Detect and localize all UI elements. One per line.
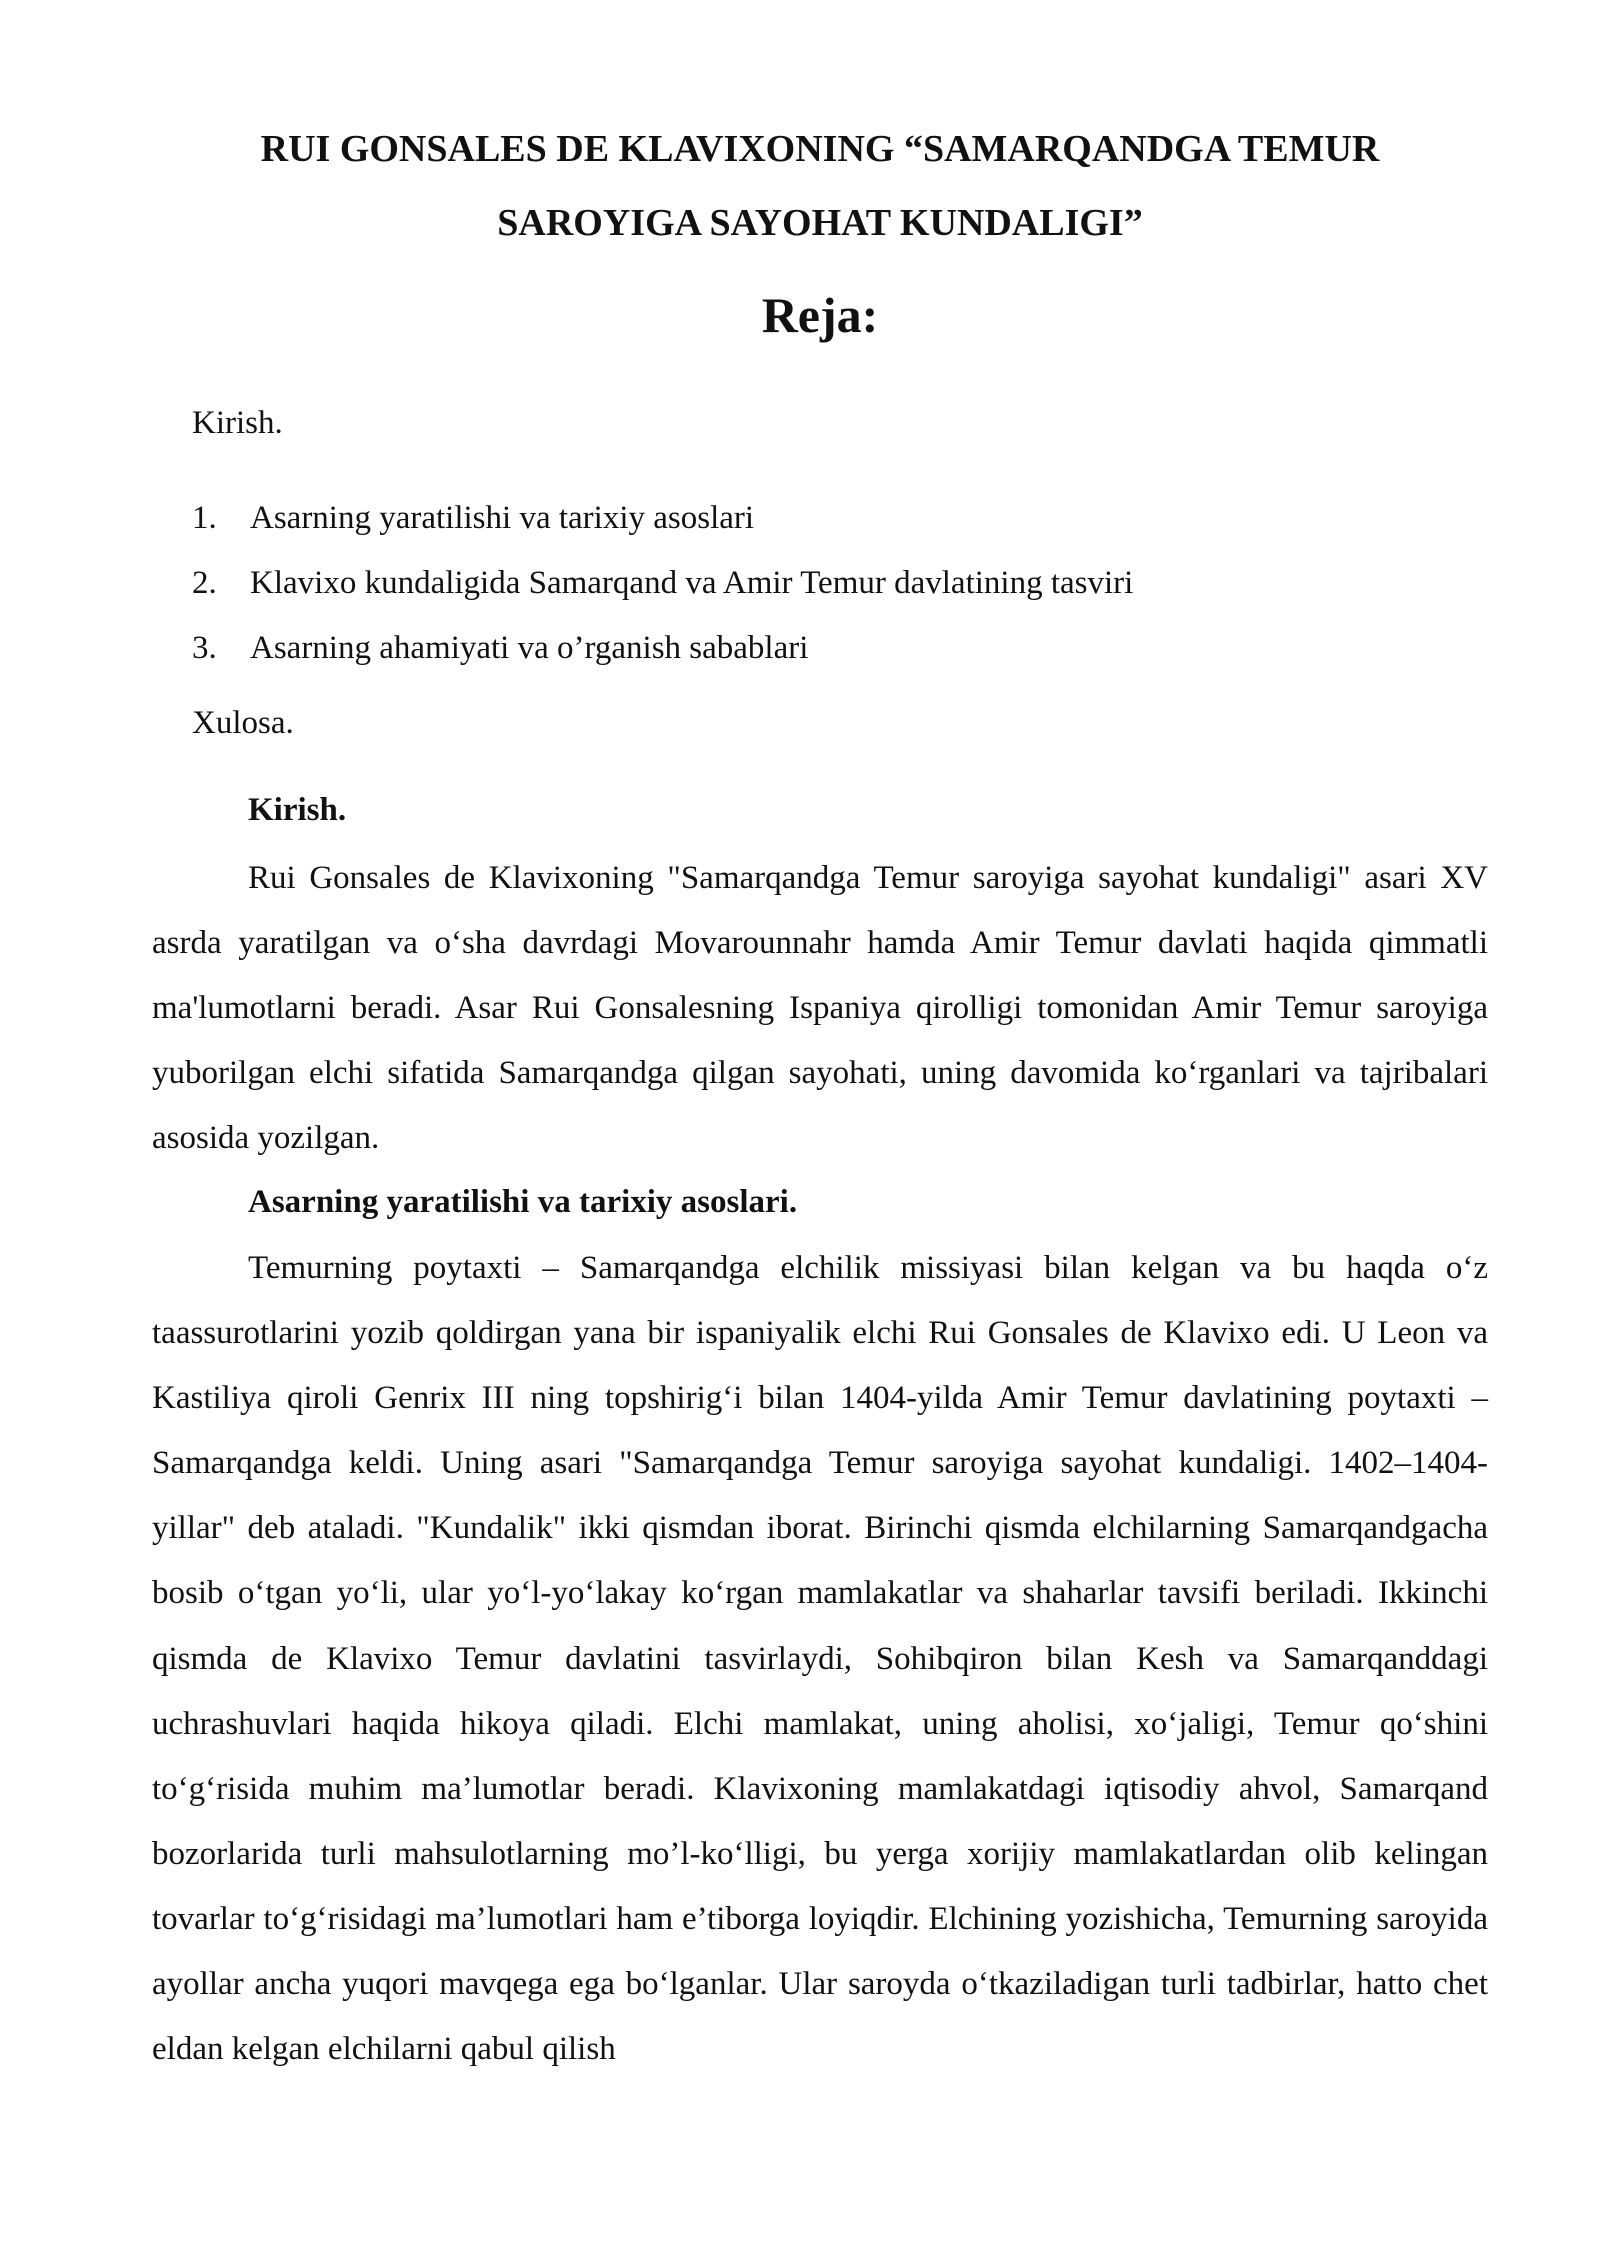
document-title-line-2: SAROYIGA SAYOHAT KUNDALIGI”	[497, 202, 1143, 244]
section-paragraph-origins: Temurning poytaxti – Samarqandga elchilik missiyasi bilan kelgan va bu haqda o‘z taassurotlarini yozib qoldirgan yana bir ispaniyalik elchi Rui Gonsales de Klavixo edi. U Leon va Kastiliya qiroli Genrix III ning topshirig‘i bilan 1404-yilda Amir Temur davlatining poytaxti – Samarqandga keldi. Uning asari "Samarqandga Temur saroyiga sayohat kundaligi. 1402–1404-yillar" deb ataladi. "Kundalik" ikki qismdan iborat. Birinchi qismda elchilarning Samarqandgacha bosib o‘tgan yo‘li, ular yo‘l-yo‘lakay ko‘rgan mamlakatlar va shaharlar tavsifi beriladi. Ikkinchi qismda de Klavixo Temur davlatini tasvirlaydi, Sohibqiron bilan Kesh va Samarqanddagi uchrashuvlari haqida hikoya qiladi. Elchi mamlakat, uning aholisi, xo‘jaligi, Temur qo‘shini to‘g‘risida muhim ma’lumotlar beradi. Klavixoning mamlakatdagi iqtisodiy ahvol, Samarqand bozorlarida turli mahsulotlarning mo’l-ko‘lligi, bu yerga xorijiy mamlakatlardan olib kelingan tovarlar to‘g‘risidagi ma’lumotlari ham e’tiborga loyiqdir. Elchining yozishicha, Temurning saroyida ayollar ancha yuqori mavqega ega bo‘lganlar. Ular saroyda o‘tkaziladigan turli tadbirlar, hatto chet eldan kelgan elchilarni qabul qilish	[152, 1250, 1488, 2068]
plan-item-number: 1.	[192, 500, 217, 536]
plan-heading: Reja:	[761, 287, 879, 343]
section-heading-introduction: Kirish.	[248, 792, 347, 828]
document-title	[152, 112, 1488, 260]
section-heading-origins: Asarning yaratilishi va tarixiy asoslari.	[248, 1184, 798, 1220]
plan-item	[192, 616, 1133, 681]
plan-item-text: Klavixo kundaligida Samarqand va Amir Temur davlatining tasviri	[250, 565, 1134, 601]
document-title-line-1: RUI GONSALES DE KLAVIXONING “SAMARQANDGA TEMUR	[260, 128, 1380, 170]
plan-item-text: Asarning ahamiyati va o’rganish sabablari	[250, 630, 809, 666]
plan-item-text: Asarning yaratilishi va tarixiy asoslari	[250, 500, 755, 536]
plan-item	[192, 551, 1133, 616]
plan-conclusion: Xulosa.	[192, 705, 294, 741]
section-paragraph-introduction: Rui Gonsales de Klavixoning "Samarqandga Temur saroyiga sayohat kundaligi" asari XV asrda yaratilgan va o‘sha davrdagi Movarounnahr hamda Amir Temur davlati haqida qimmatli ma'lumotlarni beradi. Asar Rui Gonsalesning Ispaniya qirolligi tomonidan Amir Temur saroyiga yuborilgan elchi sifatida Samarqandga qilgan sayohati, uning davomida ko‘rganlari va tajribalari asosida yozilgan.	[152, 860, 1488, 1157]
plan-list	[192, 486, 1133, 681]
plan-item	[192, 486, 1133, 551]
plan-intro: Kirish.	[192, 405, 283, 441]
plan-item-number: 3.	[192, 630, 217, 666]
plan-item-number: 2.	[192, 565, 217, 601]
